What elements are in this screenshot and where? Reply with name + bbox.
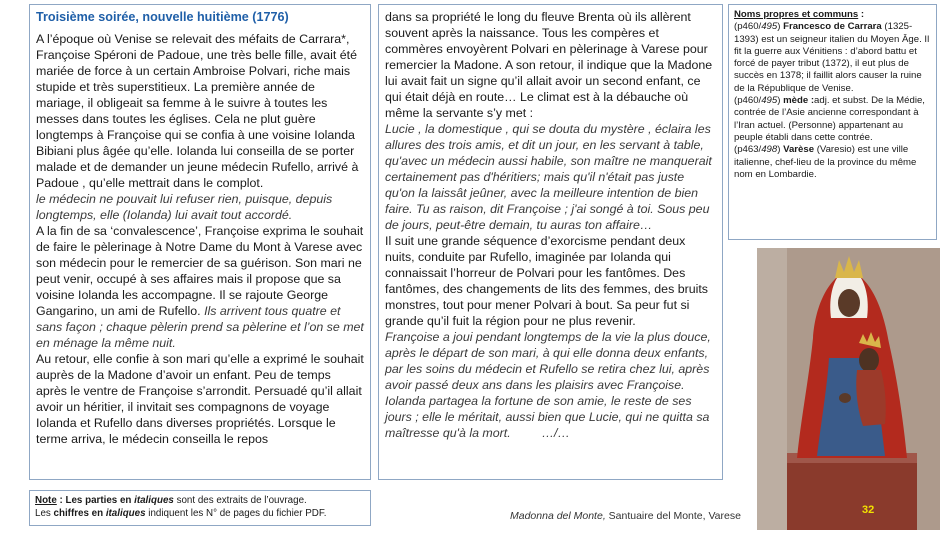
glossary-term: mède : [783,95,815,107]
story-quote: Ils arrivent tous quatre et sans façon ; chaque pèlerin prend sa pèlerine et l’on se met en ménage la même nuit. [36,304,364,350]
note-line-1: Note : Les parties en italiques sont des extraits de l’ouvrage. [35,495,307,506]
story-paragraph: Il suit une grande séquence d’exorcisme pendant deux nuits, conduite par Rufello, imaginée par Iolanda qui connaissait l’horreur de Polvari pour les fantômes. Des fantômes, des changements de lits des femmes, des bruits monstres, tout pour mener Polvari à bout. Sa peur fut si grande qu’il fuit la région pour ne plus revenir. [385,234,709,328]
story-column-1 [29,4,371,480]
image-caption: Madonna del Monte, Santuaire del Monte, Varese [510,510,741,522]
madonna-statue-illustration [757,248,940,530]
story-paragraph: dans sa propriété le long du fleuve Brenta où ils allèrent souvent après la naissance. Tous les compères et commères envoyèrent Polvari en pèlerinage à Varese pour remercier la Madone. A son retour, il indique que la Madone lui avait fait un signe qu’il allait avoir un second enfant, ce qui était déjà en route… Le climat est à la débauche où même la servante s’y met : [385,10,713,120]
story-column-2 [378,4,723,480]
story-title: Troisième soirée, nouvelle huitième (1776) [36,10,289,24]
glossary-term: Varèse [783,144,815,156]
glossary-box [728,4,937,240]
glossary-entry: (p460/495) mède :adj. et subst. De la Médie, contrée de l’Asie ancienne correspondant à l’Iran actuel. (Personne) appartenant au peuple établi dans cette contrée. [734,95,925,143]
glossary-heading: Noms propres et communs : [734,9,865,20]
glossary-term: Francesco de Carrara [783,21,882,33]
page-number: 32 [862,504,875,516]
note-box [29,490,371,526]
story-quote: Lucie , la domestique , qui se douta du mystère , éclaira les allures des trois amis, et dit un jour, en les servant à table, qu'avec un médecin aussi habile, son maître ne manquerait certainement pas d'héritiers; mais qu'il n'était pas juste qu'on la laissât jeûner, avec la meilleure intention de bien faire. Tu as raison, dit Françoise ; j'ai songé à toi. Sous peu de jours, peut-être demain, tu auras ton affaire… [385,122,712,232]
note-line-2: Les chiffres en italiques indiquent les N° de pages du fichier PDF. [35,508,327,519]
story-paragraph [385,329,716,441]
glossary-entry: (p463/498) Varèse (Varesio) est une ville italienne, chef-lieu de la province du même nom en Lombardie. [734,144,917,180]
glossary-entry: (p460/495) Francesco de Carrara (1325-1393) est un seigneur italien du Moyen Âge. Il fit la guerre aux Vénitiens : d’abord battu et forcé de payer tribut (1372), il eut plus de succès en 1378; il faillit alors causer la ruine de la République de Venise. [734,21,930,94]
continuation-mark: …/… [541,426,570,440]
madonna-statue-image [757,248,940,530]
story-paragraph: Au retour, elle confie à son mari qu’elle a exprimé le souhait auprès de la Madone d’avoir un enfant. Peu de temps après le ventre de Françoise s’arrondit. Persuadé qu’il allait avoir un héritier, il invitait ses compagnons de voyage Iolanda et Rufello dans diverses propriétés. Lorsque le terme arriva, le médecin conseilla le repos [36,352,364,446]
story-text: A la fin de sa ‘convalescence’, Françoise exprima le souhait de faire le pèlerinage à Notre Dame du Mont à Varese avec son médecin pour le remercier de sa guérison. Son mari ne peut venir, occupé à ses affaires mais il propose que sa voisine Iolanda les accompagne. Il se rajoute George Gangarino, un ami de Rufello. [36,224,364,318]
story-paragraph [36,223,364,351]
story-quote: Françoise a joui pendant longtemps de la vie la plus douce, après le départ de son mari, à qui elle donna deux enfants, par les soins du médecin et Rufello se retira chez lui, après avoir passé deux ans dans les plaisirs avec Françoise. Iolanda partagea la fortune de son amie, le reste de ses jours ; elle le méritait, aussi bien que Lucie, qui ne quitta sa maîtresse qu'à la mort. [385,330,711,440]
story-paragraph: A l’époque où Venise se relevait des méfaits de Carrara*, Françoise Spéroni de Padoue, une très belle fille, avait été mariée de force à un certain Ambroise Polvari, riche mais stupide et très superstitieux. La première année de mariage, il obligeait sa femme à le suivre à toutes les messes dans toutes les églises. Cela ne plut guère longtemps à Françoise qui se confia à une voisine Iolanda Bibiani plus âgée qu’elle. Iolanda lui conseilla de se porter malade et de demander un jeune médecin Rufello, arrivé à Padoue , qu’elle mettrait dans le complot. [36,32,359,190]
story-quote: le médecin ne pouvait lui refuser rien, puisque, depuis longtemps, elle (Iolanda) lui avait tout accordé. [36,192,333,222]
